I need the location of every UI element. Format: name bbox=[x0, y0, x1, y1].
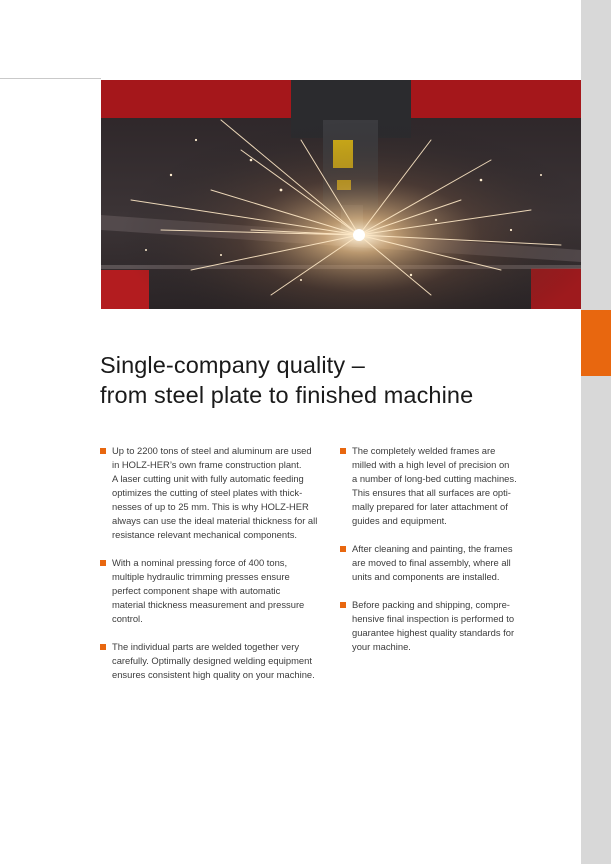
bullet-text: With a nominal pressing force of 400 tons, multiple hydraulic trimming presses ensure perfect component shape with automatic material thickness measurement and pressure control. bbox=[112, 557, 305, 624]
bullet-text: After cleaning and painting, the frames are moved to final assembly, where all units and components are installed. bbox=[352, 543, 513, 582]
bullet-text: The individual parts are welded together very carefully. Optimally designed welding equipment ensures consistent high quality on your machine. bbox=[112, 641, 315, 680]
bullet-text: Before packing and shipping, compre- hensive final inspection is performed to guarantee highest quality standards for your machine. bbox=[352, 599, 515, 652]
right-column bbox=[340, 444, 550, 668]
top-rule bbox=[0, 78, 101, 79]
bullet-square-icon bbox=[100, 448, 106, 454]
left-column bbox=[100, 444, 318, 696]
bullet-square-icon bbox=[340, 448, 346, 454]
bullet-square-icon bbox=[340, 602, 346, 608]
bullet-item bbox=[340, 598, 550, 654]
bullet-item bbox=[100, 556, 310, 626]
laser-cutting-photo bbox=[101, 80, 581, 309]
bullet-item bbox=[100, 444, 318, 542]
bullet-square-icon bbox=[340, 546, 346, 552]
page-title-line-2: from steel plate to finished machine bbox=[100, 382, 474, 408]
laser-sparks-illustration bbox=[101, 80, 581, 309]
bullet-text: The completely welded frames are milled with a high level of precision on a number of long-bed cutting machines. This ensures that all surfaces are opti- mally prepared for later attachment of guides and equipment. bbox=[352, 445, 517, 526]
bullet-item bbox=[340, 542, 550, 584]
bullet-square-icon bbox=[100, 560, 106, 566]
bullet-text: Up to 2200 tons of steel and aluminum are used in HOLZ-HER’s own frame construction plant. A laser cutting unit with fully automatic feeding optimizes the cutting of steel plates with thick- nesses of up to 25 mm. This is why HOLZ-HER always can use the ideal material thickness for all resistance relevant mechanical components. bbox=[112, 445, 318, 540]
page-title bbox=[100, 350, 473, 410]
side-margin-strip bbox=[581, 0, 611, 864]
side-accent-tab bbox=[581, 310, 611, 376]
bullet-item bbox=[340, 444, 550, 528]
bullet-square-icon bbox=[100, 644, 106, 650]
bullet-item bbox=[100, 640, 315, 682]
page-title-line-1: Single-company quality – bbox=[100, 352, 365, 378]
